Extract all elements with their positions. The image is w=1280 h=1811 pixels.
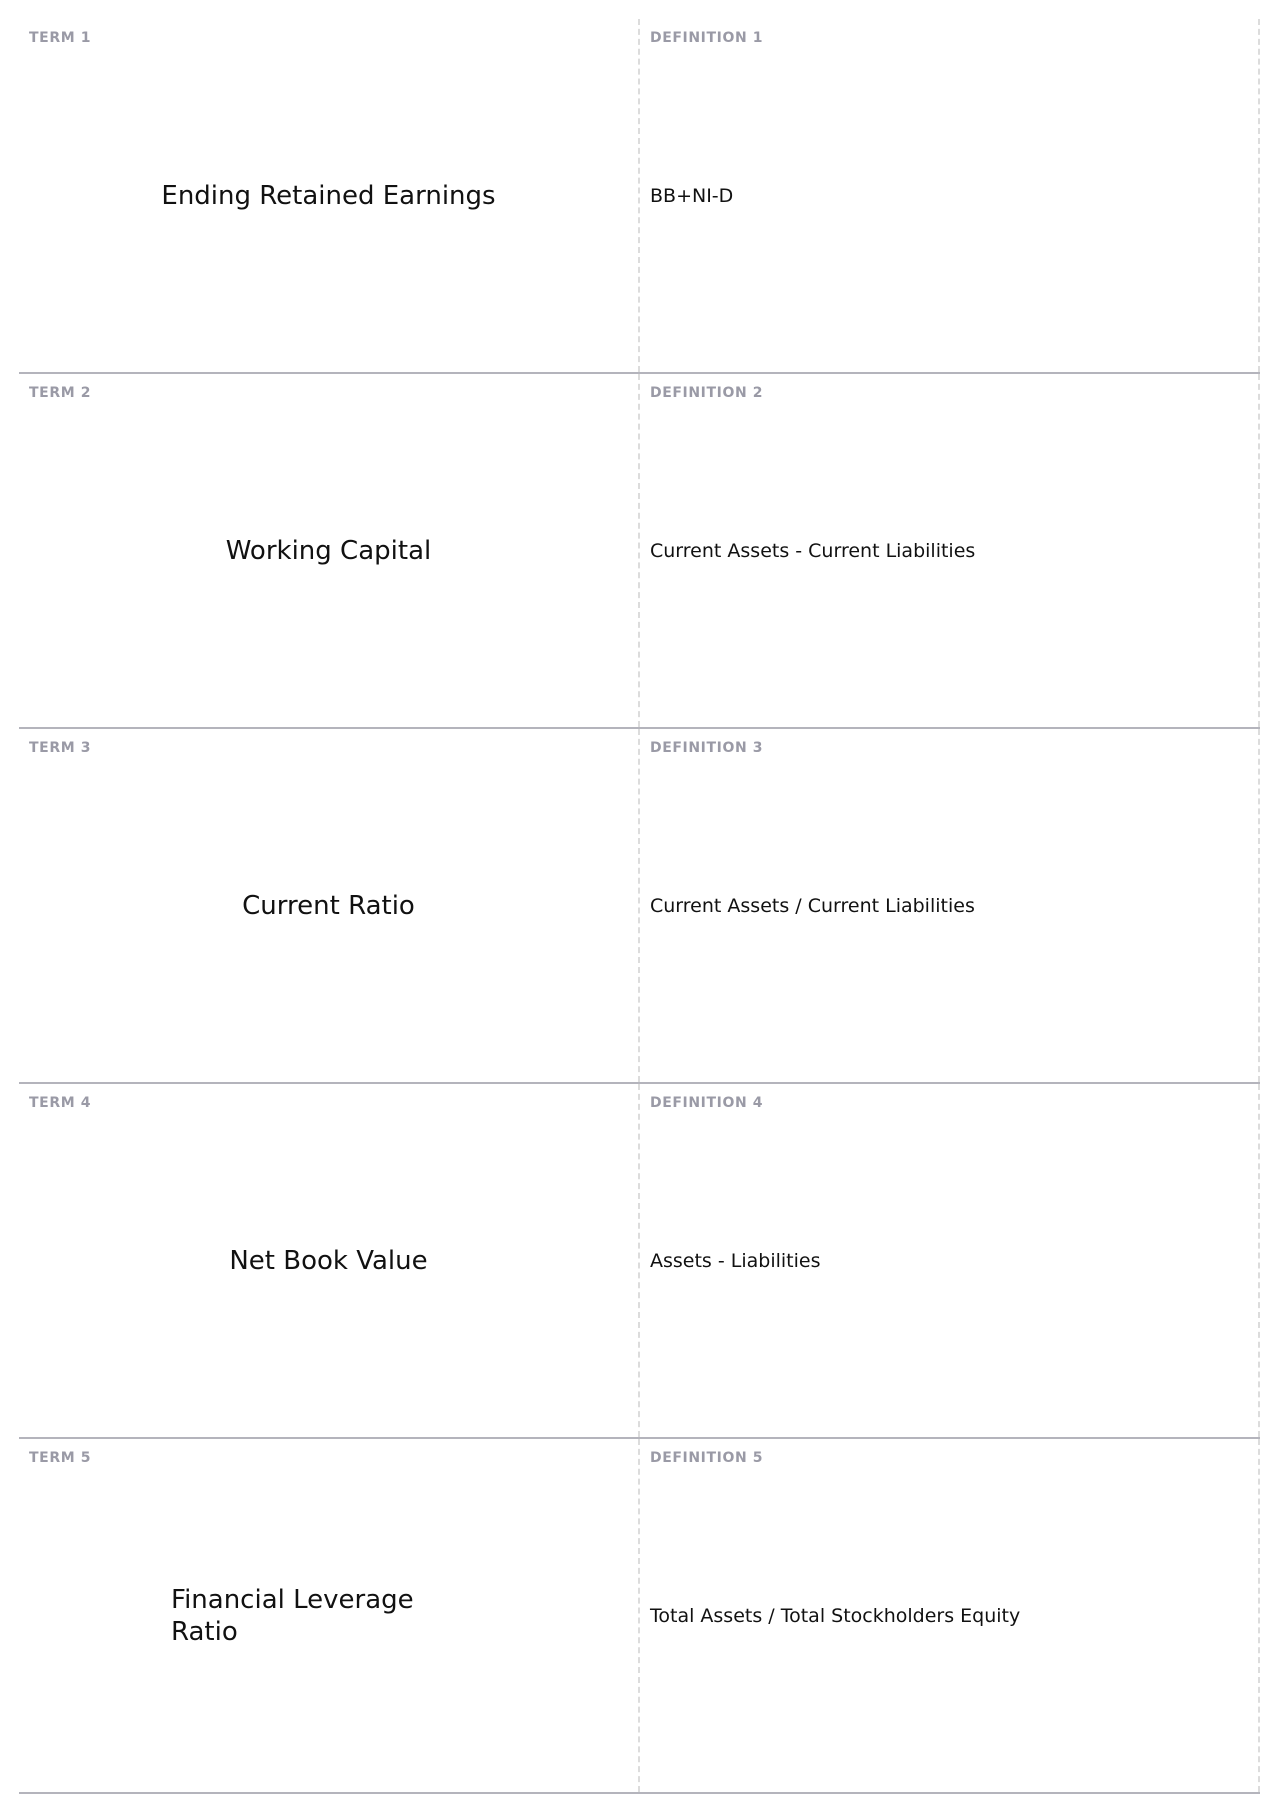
flashcard-row — [19, 1084, 1260, 1439]
term-cell — [19, 729, 640, 1082]
flashcard-row — [19, 374, 1260, 729]
flashcard-row — [19, 729, 1260, 1084]
definition-text: Total Assets / Total Stockholders Equity — [650, 1604, 1021, 1627]
term-text: Net Book Value — [229, 1245, 428, 1276]
definition-label: DEFINITION 3 — [650, 740, 764, 756]
definition-label: DEFINITION 4 — [650, 1095, 764, 1111]
term-label: TERM 2 — [29, 385, 92, 401]
flashcard-row — [19, 1439, 1260, 1794]
flashcard-row — [19, 19, 1260, 374]
term-label: TERM 4 — [29, 1095, 92, 1111]
definition-cell — [640, 1084, 1260, 1437]
term-text: Ending Retained Earnings — [161, 180, 496, 211]
definition-cell — [640, 374, 1260, 727]
term-label: TERM 1 — [29, 30, 92, 46]
term-label: TERM 3 — [29, 740, 92, 756]
definition-text: Current Assets / Current Liabilities — [650, 894, 975, 917]
term-cell — [19, 1439, 640, 1792]
definition-text: Current Assets - Current Liabilities — [650, 539, 976, 562]
definition-text: BB+NI-D — [650, 184, 734, 207]
term-cell — [19, 19, 640, 372]
definition-cell — [640, 19, 1260, 372]
term-text: Current Ratio — [242, 890, 415, 921]
definition-label: DEFINITION 5 — [650, 1450, 764, 1466]
term-cell — [19, 1084, 640, 1437]
definition-label: DEFINITION 1 — [650, 30, 764, 46]
flashcard-sheet — [19, 19, 1260, 1794]
term-text: Working Capital — [225, 535, 432, 566]
definition-cell — [640, 729, 1260, 1082]
definition-text: Assets - Liabilities — [650, 1249, 821, 1272]
term-text: Financial Leverage Ratio — [171, 1584, 414, 1647]
term-cell — [19, 374, 640, 727]
definition-cell — [640, 1439, 1260, 1792]
definition-label: DEFINITION 2 — [650, 385, 764, 401]
term-label: TERM 5 — [29, 1450, 92, 1466]
